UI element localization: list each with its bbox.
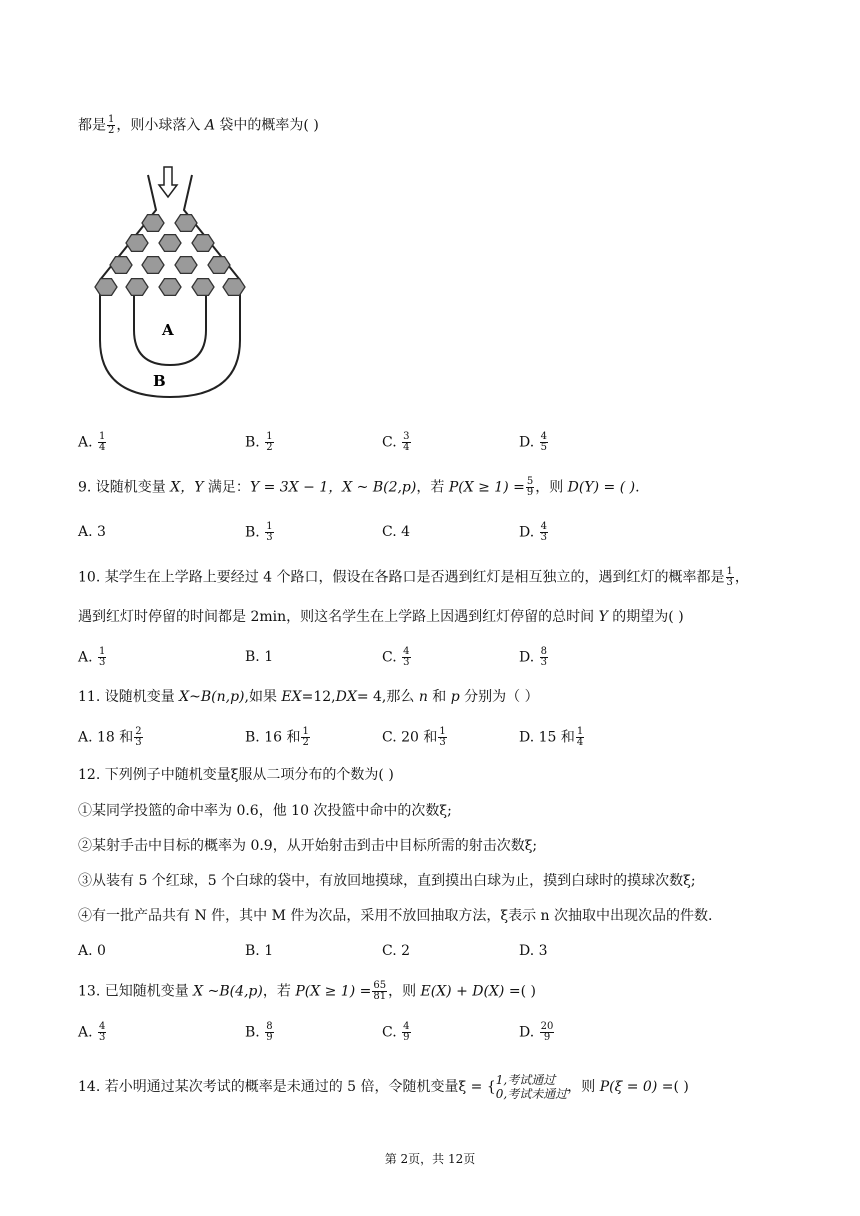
q10-option-d[interactable]: D. $\frac{8}{3}$ <box>519 646 548 668</box>
peg-hexagon <box>175 215 197 232</box>
q8-option-b[interactable]: B. $\frac{1}{2}$ <box>245 431 273 453</box>
question-9: 9. 设随机变量 X，Y 满足：Y = 3X − 1，X ~ B(2,p)，若 P(X ≥ 1) = $\frac{5}{9}$ ，则 D(Y) = ( ). <box>78 476 640 498</box>
peg-hexagon <box>142 257 164 274</box>
q11-option-d[interactable]: D. 15 和 $\frac{1}{4}$ <box>519 726 584 748</box>
q13-option-d[interactable]: D. $\frac{20}{9}$ <box>519 1021 554 1043</box>
q9-option-b[interactable]: B. $\frac{1}{3}$ <box>245 521 273 543</box>
peg-hexagon <box>126 279 148 296</box>
peg-hexagon <box>159 279 181 296</box>
q10-option-a[interactable]: A. $\frac{1}{3}$ <box>78 646 106 668</box>
q12-item-1: ①某同学投篮的命中率为 0.6，他 10 次投篮中命中的次数ξ; <box>78 803 452 819</box>
question-14: 14. 若小明通过某次考试的概率是未通过的 5 倍，令随机变量ξ = { 1,考试通过 0,考试未通过 ，则 P(ξ = 0) =( ) <box>78 1073 689 1101</box>
page-footer: 第 2页，共 12页 <box>384 1152 476 1166</box>
label-a: A <box>162 321 174 339</box>
question-12: 12. 下列例子中随机变量ξ服从二项分布的个数为( ) <box>78 767 394 783</box>
q12-option-b[interactable]: B. 1 <box>245 943 274 959</box>
peg-hexagon <box>175 257 197 274</box>
q9-option-c[interactable]: C. 4 <box>382 524 411 540</box>
peg-hexagon <box>223 279 245 296</box>
intro-text: 都是 <box>78 117 106 134</box>
q12-item-4: ④有一批产品共有 N 件，其中 M 件为次品，采用不放回抽取方法，ξ表示 n 次抽取中出现次品的件数. <box>78 908 713 924</box>
peg-hexagon <box>126 235 148 252</box>
q9-option-a[interactable]: A. 3 <box>78 524 106 540</box>
peg-hexagon <box>142 215 164 232</box>
q13-option-a[interactable]: A. $\frac{4}{3}$ <box>78 1021 106 1043</box>
q13-option-c[interactable]: C. $\frac{4}{9}$ <box>382 1021 410 1043</box>
galton-board-figure <box>90 165 250 400</box>
q8-option-a[interactable]: A. $\frac{1}{4}$ <box>78 431 106 453</box>
q13-option-b[interactable]: B. $\frac{8}{9}$ <box>245 1021 273 1043</box>
peg-hexagon <box>95 279 117 296</box>
q8-option-c[interactable]: C. $\frac{3}{4}$ <box>382 431 410 453</box>
fraction: $\frac{1}{2}$ <box>108 114 115 136</box>
q10-option-b[interactable]: B. 1 <box>245 649 274 665</box>
peg-hexagons <box>95 215 245 296</box>
peg-hexagon <box>192 235 214 252</box>
q12-option-a[interactable]: A. 0 <box>78 943 106 959</box>
question-10-line1: 10. 某学生在上学路上要经过 4 个路口，假设在各路口是否遇到红灯是相互独立的，遇到红灯的概率都是 $\frac{1}{3}$ ， <box>78 566 749 588</box>
q10-option-c[interactable]: C. $\frac{4}{3}$ <box>382 646 410 668</box>
piecewise-cases: 1,考试通过 0,考试未通过 <box>495 1073 568 1101</box>
q12-option-c[interactable]: C. 2 <box>382 943 411 959</box>
q12-item-3: ③从装有 5 个红球，5 个白球的袋中，有放回地摸球，直到摸出白球为止，摸到白球时的摸球次数ξ; <box>78 873 696 889</box>
question-10-line2: 遇到红灯时停留的时间都是 2min，则这名学生在上学路上因遇到红灯停留的总时间 Y 的期望为( ) <box>78 609 684 625</box>
q8-option-d[interactable]: D. $\frac{4}{5}$ <box>519 431 548 453</box>
q12-option-d[interactable]: D. 3 <box>519 943 548 959</box>
q12-item-2: ②某射手击中目标的概率为 0.9，从开始射击到击中目标所需的射击次数ξ; <box>78 838 538 854</box>
peg-hexagon <box>159 235 181 252</box>
label-b: B <box>153 372 166 390</box>
q9-option-d[interactable]: D. $\frac{4}{3}$ <box>519 521 548 543</box>
peg-hexagon <box>192 279 214 296</box>
q11-option-b[interactable]: B. 16 和 $\frac{1}{2}$ <box>245 726 309 748</box>
peg-hexagon <box>208 257 230 274</box>
question-11: 11. 设随机变量 X~B(n,p),如果 EX=12,DX= 4,那么 n 和 p 分别为（ ） <box>78 689 539 705</box>
q11-option-c[interactable]: C. 20 和 $\frac{1}{3}$ <box>382 726 446 748</box>
q11-option-a[interactable]: A. 18 和 $\frac{2}{3}$ <box>78 726 142 748</box>
question-intro-line: 都是 $\frac{1}{2}$ ，则小球落入 A 袋中的概率为( ) <box>78 114 319 136</box>
peg-hexagon <box>110 257 132 274</box>
question-13: 13. 已知随机变量 X ~B(4,p)，若 P(X ≥ 1) = $\frac{65}{81}$ ，则 E(X) + D(X) =( ) <box>78 980 536 1002</box>
